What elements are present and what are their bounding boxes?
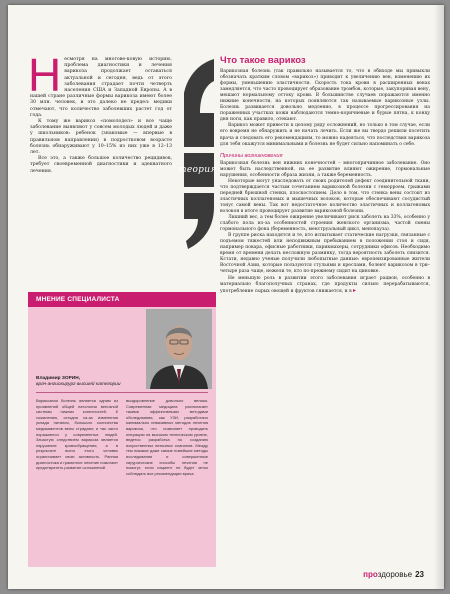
divider <box>36 392 208 393</box>
article-paragraph: В группе риска находятся и те, кто испытывает статические нагрузки, связанные с подъемом тяжестей или неподвижным пребыванием в положении стоя и сидя, например повара, офисные работники, парикмахеры, сотрудники офисов. Необходимо время от времени делать несложную разминку, тогда вероятность заболеть снизится. Кстати, недавно ученые получили любопытные данные: европеизированные жители Восточной Азии, которые пользуются стульями и креслами, болеют варикозом в три–четыре раза чаще, нежели те, кто по-прежнему сидит на циновке. <box>220 233 430 275</box>
continue-arrow-icon: ▸ <box>353 286 357 294</box>
quote-graphic <box>170 57 218 252</box>
expert-column-1: Варикозная болезнь является одним из проявлений общей патологии венозной системы нижних конечностей. К сожалению, сегодня из-за изменения уклада питания, большого количества медикаментов вены страдают, и так часто поражаются у современных людей. Зачастую следствием варикоза является нарушение кровообращения, а в результате всего этого человек ограничивает свою активность. Ранняя диагностика и грамотное лечение помогают предотвратить развитие осложнений. <box>36 398 118 471</box>
lede-paragraph-1: Несмотря на многове-ковую историю, проблема диагностики и лечения варикоза продолжает оставаться актуальной и сегодня, ведь от этого заболевания страдает почти четверть населения США и Западной Европы. А в нашей стране различные формы варикоза имеют более 30 млн. человек, и это далеко не предел: медики отмечают, что количество заболевших растет год от года. <box>28 49 172 118</box>
expert-photo <box>146 309 212 389</box>
expert-byline: Владимир ЗОРИН, врач-ангиохирург высшей категории <box>36 376 121 387</box>
article-paragraph: Не меньшую роль в развитии этого заболевания играет рацион, особенно в материально благополучных странах, где продукты сильно перерабатываются, употребление сырых овощей и фруктов снижается, и в ▸ <box>220 275 430 294</box>
article-paragraph: Варикозная болезнь (так правильно называется то, что в обиходе мы привыкли обозначать кратким словом «варикоз») приводит к увеличению вен, изменению их формы, уменьшению эластичности. Скорость тока крови в расширенных венах замедляется, что часто провоцирует образование тромбов, которые, закупоривая вену, мешают нормальному оттоку крови. В большинстве случаев поражаются именно нижние конечности, на которых появляются так называемые варикозные узлы. Болезнь развивается довольно медленно, в процессе прогрессирования на пораженных участках кожи наблюдаются темно-коричневые и бурые пятна, к концу дня ноги, как правило, отекают. <box>220 69 430 123</box>
expert-box-header: МНЕНИЕ СПЕЦИАЛИСТА <box>28 292 216 307</box>
page-number: 23 <box>415 570 424 579</box>
expert-column-2: выздоровление довольно велика. Современная медицина располагает такими эффективными методами обследования, как УЗИ, разработано минимально инвазивных методов лечения варикоза, что позволяет проводить операцию на высоком техническом уровне, ведется разработка по созданию искусственных венозных клапанов. Между тем никакие даже самые новейшие методы исследования и совершенные хирургические способы лечения не помогут, если пациент не будет четко соблюдать все рекомендации врача. <box>126 398 208 476</box>
theory-label: теория <box>178 165 217 175</box>
magazine-brand: про <box>363 570 378 579</box>
expert-opinion-box <box>28 292 216 567</box>
quote-mark-icon <box>170 57 218 252</box>
magazine-page <box>8 5 444 589</box>
magazine-section: здоровье <box>377 570 413 579</box>
page-fold-shadow <box>434 5 444 589</box>
page-footer <box>363 570 424 579</box>
article-title: Что такое варикоз <box>220 55 306 66</box>
section-subhead: Причины возникновения <box>220 152 283 159</box>
lede-column <box>28 49 172 175</box>
article-column <box>220 55 430 295</box>
article-paragraph: Некоторые могут унаследовать от своих родителей дефект соединительной ткани, что подтверждается частым сочетанием варикозной болезни с геморроем, грыжами передней брюшной стенки, плоскостопием. Дело в том, что стенка вены состоит из эластичных коллагеновых и мышечных волокон, которые обеспечивают сосудистый тонус самой вены. Так вот недостаточное количество эластичных и коллагеновых волокон в итоге провоцирует развитие варикозной болезни. <box>220 178 430 214</box>
article-paragraph: Варикоз может привести к целому ряду осложнений, но только в том случае, если его вовремя не обнаружить и не начать лечить. Если же вы твердо решили посетить врача и следовать его рекомендациям, то можно надеяться, что последствия варикоза для тебя окажутся минимальными и болезнь не будет сильно напоминать о себе. <box>220 123 430 147</box>
lede-paragraph-3: Все это, а также большое количество рецидивов, требует своевременной диагностики и адекватного лечения. <box>30 156 172 174</box>
article-paragraph: Лишний вес, а тем более ожирение увеличивают риск заболеть на 33%, особенно у слабого пола из-за особенностей строения женского организма, частой смены гормонального фона (беременность, менструальный цикл, менопауза). <box>220 215 430 233</box>
drop-cap: Н <box>28 49 62 101</box>
lede-paragraph-2: К тому же варикоз «помолодел» и все чаще заболевание выявляют у совсем молодых людей и даже у школьников: ребенок (знакомые — впервые в правильном направлении) в подростковом возрасте болезнь обнаруживают у 10–15% из них уже в 12–13 лет. <box>30 119 172 156</box>
doctor-portrait-icon <box>146 309 212 389</box>
expert-text <box>36 398 208 476</box>
article-paragraph: Варикозная болезнь вен нижних конечностей – многопричинное заболевание. Оно может быть наследственной, на ее развитие влияют ожирение, гормональные нарушения, особенности образа жизни, а также беременность. <box>220 160 430 178</box>
